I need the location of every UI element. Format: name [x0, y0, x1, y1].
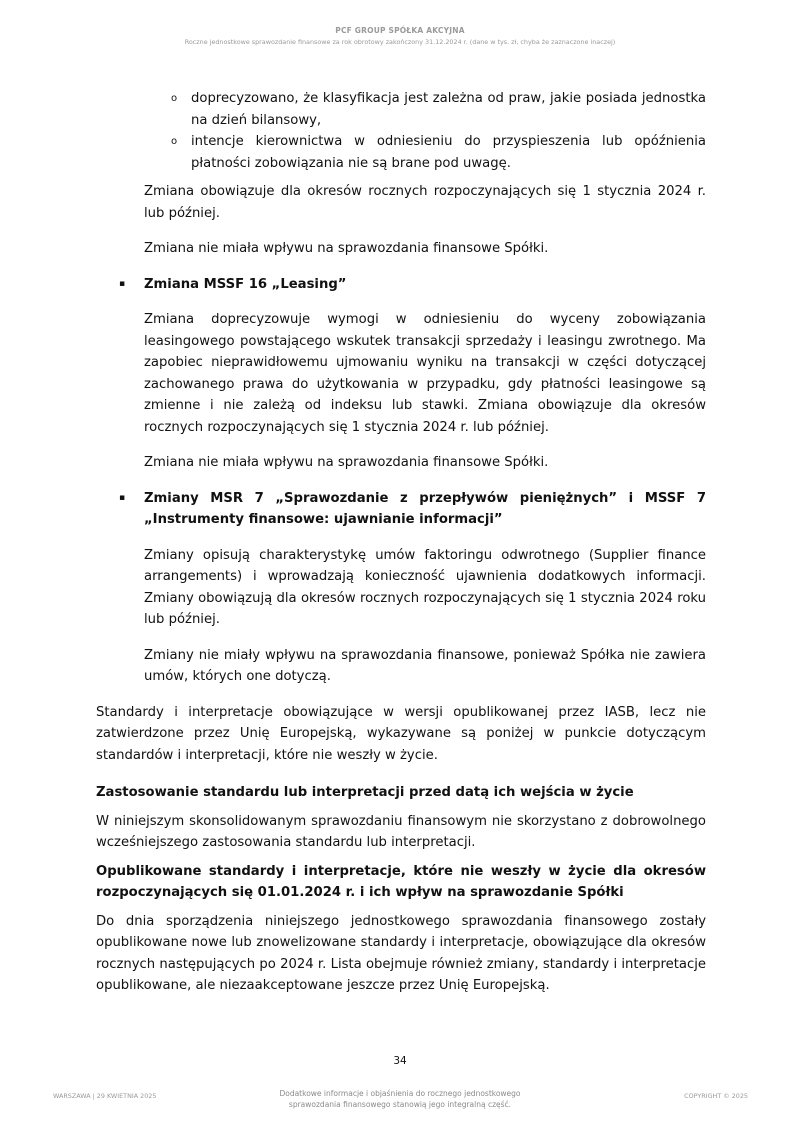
paragraph: Standardy i interpretacje obowiązujące w wersji opublikowanej przez IASB, lecz nie zatwierdzone przez Unię Europejską, wykazywane są poniżej w punkcie dotyczącym standardów i interpretacji, które nie weszły w życie. [96, 704, 706, 763]
section-title-text: Zmiany MSR 7 „Sprawozdanie z przepływów pieniężnych” i MSSF 7 „Instrumenty finansowe: ujawnianie informacji” [144, 490, 706, 527]
page-content [96, 88, 706, 997]
section-item-title [96, 488, 706, 531]
footer-note-line: Dodatkowe informacje i objaśnienia do rocznego jednostkowego [279, 1089, 521, 1098]
list-item-text: doprecyzowano, że klasyfikacja jest zależna od praw, jakie posiada jednostka na dzień bilansowy, [191, 91, 706, 128]
company-name: PCF GROUP SPÓŁKA AKCYJNA [335, 26, 465, 35]
report-subtitle: Roczne jednostkowe sprawozdanie finansowe za rok obrotowy zakończony 31.12.2024 r. (dane w tys. zł, chyba że zaznaczone inaczej) [184, 38, 616, 46]
paragraph: Zmiany opisują charakterystykę umów faktoringu odwrotnego (Supplier finance arrangements) i wprowadzają konieczność ujawnienia dodatkowych informacji. Zmiany obowiązują dla okresów rocznych rozpoczynających się 1 stycznia 2024 roku lub później. [144, 547, 706, 627]
square-bullet-icon: ▪ [119, 492, 126, 503]
paragraph: Zmiany nie miały wpływu na sprawozdania finansowe, ponieważ Spółka nie zawiera umów, których one dotyczą. [144, 647, 706, 684]
section-title-text: Zmiana MSSF 16 „Leasing” [144, 276, 347, 292]
list-item-text: intencje kierownictwa w odniesieniu do przyspieszenia lub opóźnienia płatności zobowiązania nie są brane pod uwagę. [191, 134, 706, 171]
section-item-title [96, 274, 706, 296]
paragraph: Zmiana doprecyzowuje wymogi w odniesieniu do wyceny zobowiązania leasingowego powstającego wskutek transakcji sprzedaży i leasingu zwrotnego. Ma zapobiec nieprawidłowemu ujmowaniu wyniku na transakcji w części dotyczącej zachowanego prawa do użytkowania w przypadku, gdy płatności leasingowe są zmienne i nie zależą od indeksu lub stawki. Zmiana obowiązuje dla okresów rocznych rozpoczynających się 1 stycznia 2024 r. lub później. [144, 312, 706, 435]
footer-copyright: COPYRIGHT © 2025 [684, 1092, 748, 1100]
footer-note [250, 1088, 550, 1110]
square-bullet-icon: ▪ [119, 278, 126, 289]
circle-bullet-icon: o [171, 93, 178, 104]
sub-bullet-list [96, 88, 706, 174]
section-heading: Zastosowanie standardu lub interpretacji przed datą ich wejścia w życie [96, 785, 634, 800]
section-heading: Opublikowane standardy i interpretacje, które nie weszły w życie dla okresów rozpoczynających się 01.01.2024 r. i ich wpływ na sprawozdanie Spółki [96, 863, 706, 900]
list-item [96, 131, 706, 174]
circle-bullet-icon: o [171, 136, 178, 147]
footer-note-line: sprawozdania finansowego stanowią jego integralną część. [288, 1100, 512, 1109]
page-number: 34 [393, 1055, 407, 1067]
footer-location-date: WARSZAWA | 29 KWIETNIA 2025 [53, 1092, 157, 1100]
paragraph: Zmiana obowiązuje dla okresów rocznych rozpoczynających się 1 stycznia 2024 r. lub później. [144, 184, 706, 221]
paragraph: Zmiana nie miała wpływu na sprawozdania finansowe Spółki. [144, 241, 549, 256]
paragraph: Zmiana nie miała wpływu na sprawozdania finansowe Spółki. [144, 455, 549, 470]
paragraph: W niniejszym skonsolidowanym sprawozdaniu finansowym nie skorzystano z dobrowolnego wcześniejszego zastosowania standardu lub interpretacji. [96, 813, 706, 850]
list-item [96, 88, 706, 131]
paragraph: Do dnia sporządzenia niniejszego jednostkowego sprawozdania finansowego zostały opublikowane nowe lub znowelizowane standardy i interpretacje, obowiązujące dla okresów rocznych następujących po 2024 r. Lista obejmuje również zmiany, standardy i interpretacje opublikowane, ale niezaakceptowane jeszcze przez Unię Europejską. [96, 913, 706, 993]
page-header [0, 26, 800, 46]
